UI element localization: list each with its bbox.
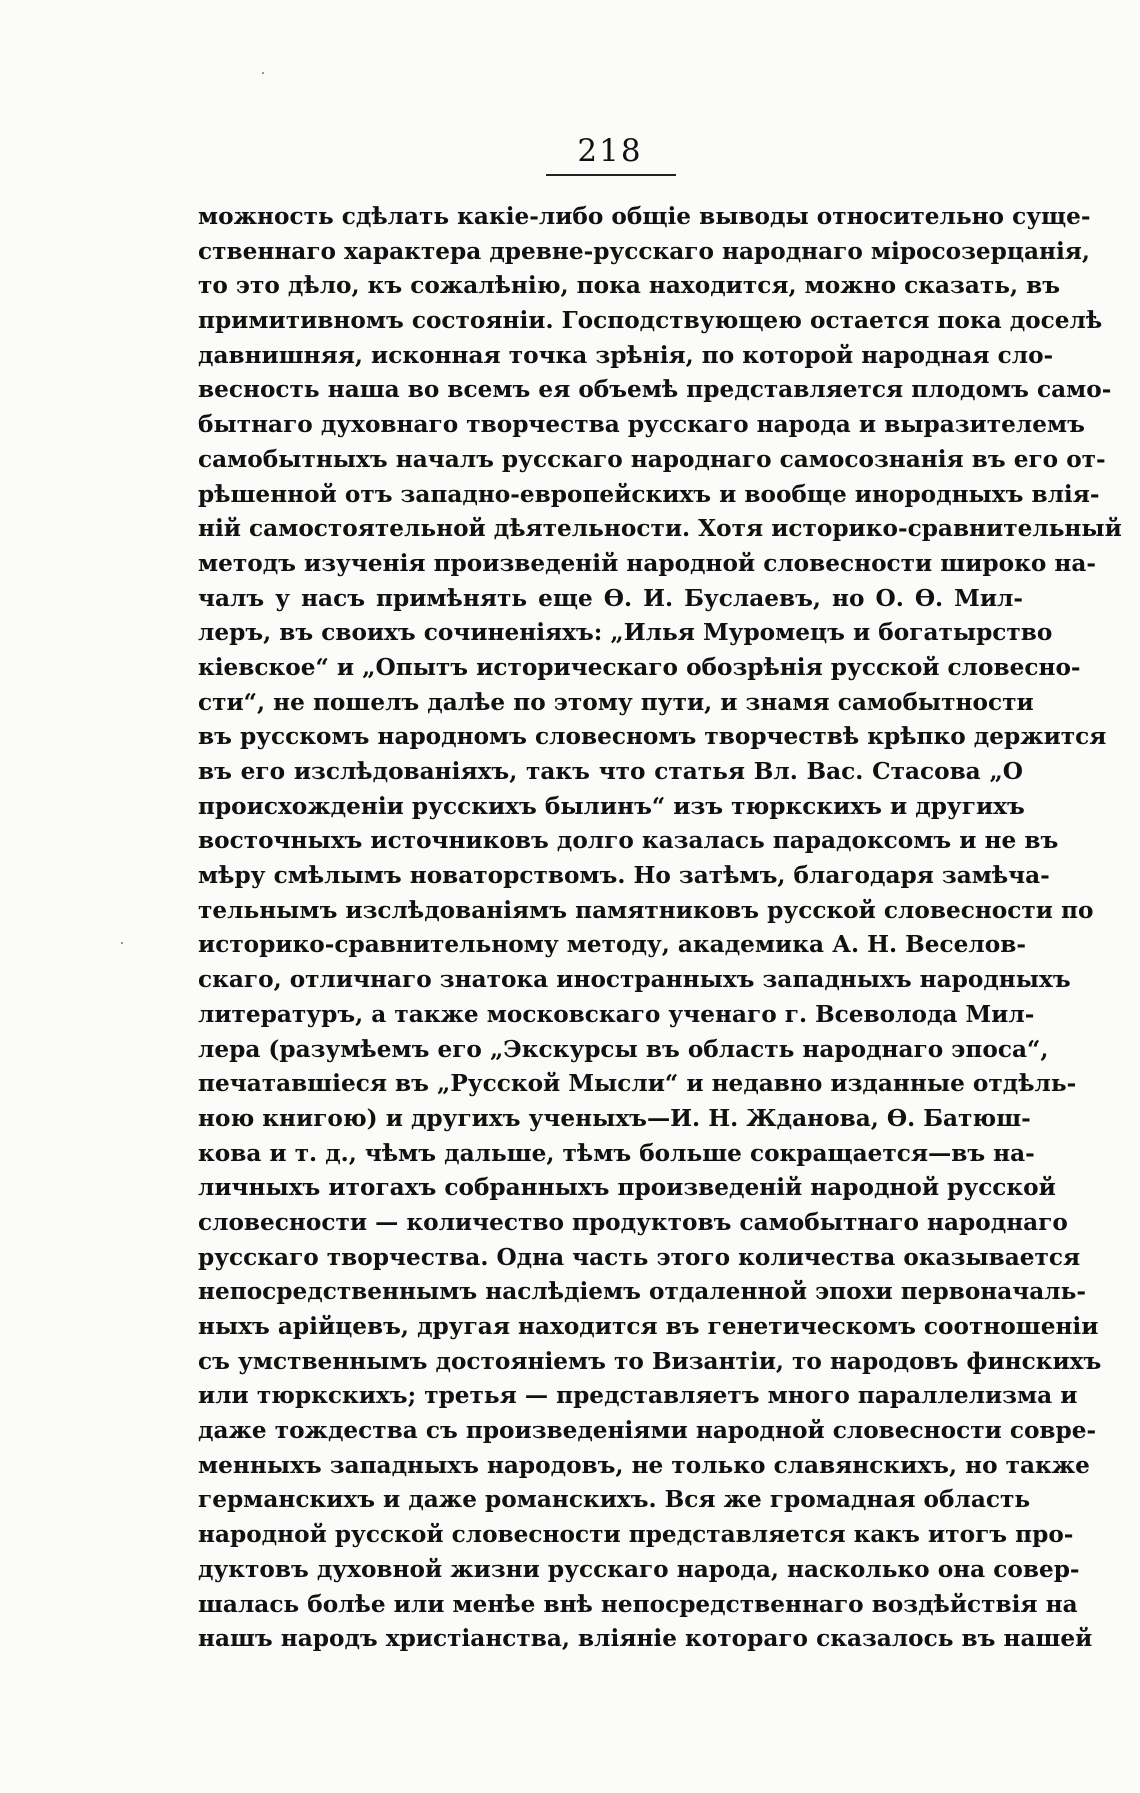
text-line: ныхъ арійцевъ, другая находится въ генетическомъ соотношеніи <box>198 1313 1099 1340</box>
paper-speck <box>121 942 123 944</box>
text-line: происхожденіи русскихъ былинъ“ изъ тюркскихъ и другихъ <box>198 792 1025 820</box>
text-line: менныхъ западныхъ народовъ, не только славянскихъ, но также <box>198 1451 1090 1479</box>
text-line: кова и т. д., чѣмъ дальше, тѣмъ больше сокращается—въ на- <box>198 1139 1035 1167</box>
text-line: весность наша во всемъ ея объемѣ представляется плодомъ само- <box>198 376 1112 404</box>
body-text <box>198 200 1122 1657</box>
text-line: ственнаго характера древне-русскаго народнаго міросозерцанія, <box>198 237 1091 265</box>
text-line: то это дѣло, къ сожалѣнію, пока находится, можно сказать, въ <box>198 272 1061 300</box>
page-number: 218 <box>577 133 643 169</box>
text-line: методъ изученія произведеній народной словесности широко на- <box>198 549 1097 577</box>
text-line: дуктовъ духовной жизни русскаго народа, насколько она совер- <box>198 1555 1080 1583</box>
text-line: скаго, отличнаго знатока иностранныхъ западныхъ народныхъ <box>198 966 1071 994</box>
text-line: ною книгою) и другихъ ученыхъ—И. Н. Жданова, Ѳ. Батюш- <box>198 1104 1031 1132</box>
text-line: даже тождества съ произведеніями народной словесности совре- <box>198 1417 1097 1445</box>
text-line: съ умственнымъ достояніемъ то Византіи, то народовъ финскихъ <box>198 1347 1102 1375</box>
text-line: германскихъ и даже романскихъ. Вся же громадная область <box>198 1486 1031 1514</box>
text-line: или тюркскихъ; третья — представляетъ много параллелизма и <box>198 1382 1078 1410</box>
paper-speck <box>262 72 264 74</box>
text-line: русскаго творчества. Одна часть этого количества оказывается <box>198 1243 1081 1271</box>
text-line: въ его изслѣдованіяхъ, такъ что статья Вл. Вас. Стасова „О <box>198 758 1023 785</box>
text-line: въ русскомъ народномъ словесномъ творчествѣ крѣпко держится <box>198 723 1107 751</box>
text-line: литературъ, а также московскаго ученаго г. Всеволода Мил- <box>198 1000 1035 1028</box>
text-line: чалъ у насъ примѣнять еще Ѳ. И. Буслаевъ, но О. Ѳ. Мил- <box>198 584 1023 612</box>
text-line: самобытныхъ началъ русскаго народнаго самосознанія въ его от- <box>198 445 1106 473</box>
text-line: историко-сравнительному методу, академика А. Н. Веселов- <box>198 931 1026 959</box>
text-line: примитивномъ состояніи. Господствующею остается пока доселѣ <box>198 307 1103 335</box>
text-line: печатавшіеся въ „Русской Мысли“ и недавно изданные отдѣль- <box>198 1070 1077 1098</box>
text-line: можность сдѣлать какіе-либо общіе выводы относительно суще- <box>198 203 1091 230</box>
text-line: тельнымъ изслѣдованіямъ памятниковъ русской словесности по <box>198 896 1094 924</box>
text-line: кіевское“ и „Опытъ историческаго обозрѣнія русской словесно- <box>198 653 1081 681</box>
text-line: восточныхъ источниковъ долго казалась парадоксомъ и не въ <box>198 827 1059 855</box>
text-line: непосредственнымъ наслѣдіемъ отдаленной эпохи первоначаль- <box>198 1278 1086 1306</box>
text-line: словесности — количество продуктовъ самобытнаго народнаго <box>198 1208 1068 1236</box>
text-line: нашъ народъ христіанства, вліяніе котораго сказалось въ нашей <box>198 1625 1093 1653</box>
text-line: давнишняя, исконная точка зрѣнія, по которой народная сло- <box>198 341 1054 369</box>
text-line: сти“, не пошелъ далѣе по этому пути, и знамя самобытности <box>198 688 1034 716</box>
text-line: народной русской словесности представляется какъ итогъ про- <box>198 1521 1074 1549</box>
text-line: леръ, въ своихъ сочиненіяхъ: „Илья Муромецъ и богатырство <box>198 619 1053 647</box>
text-line: мѣру смѣлымъ новаторствомъ. Но затѣмъ, благодаря замѣча- <box>198 862 1050 890</box>
text-line: личныхъ итогахъ собранныхъ произведеній народной русской <box>198 1174 1056 1202</box>
text-line: ній самостоятельной дѣятельности. Хотя историко-сравнительный <box>198 515 1122 543</box>
page-number-rule <box>546 174 676 176</box>
text-line: бытнаго духовнаго творчества русскаго народа и выразителемъ <box>198 411 1085 439</box>
text-line: рѣшенной отъ западно-европейскихъ и вообще инородныхъ влія- <box>198 480 1100 508</box>
text-line: лера (разумѣемъ его „Экскурсы въ область народнаго эпоса“, <box>198 1035 1049 1063</box>
text-line: шалась болѣе или менѣе внѣ непосредственнаго воздѣйствія на <box>198 1590 1078 1618</box>
